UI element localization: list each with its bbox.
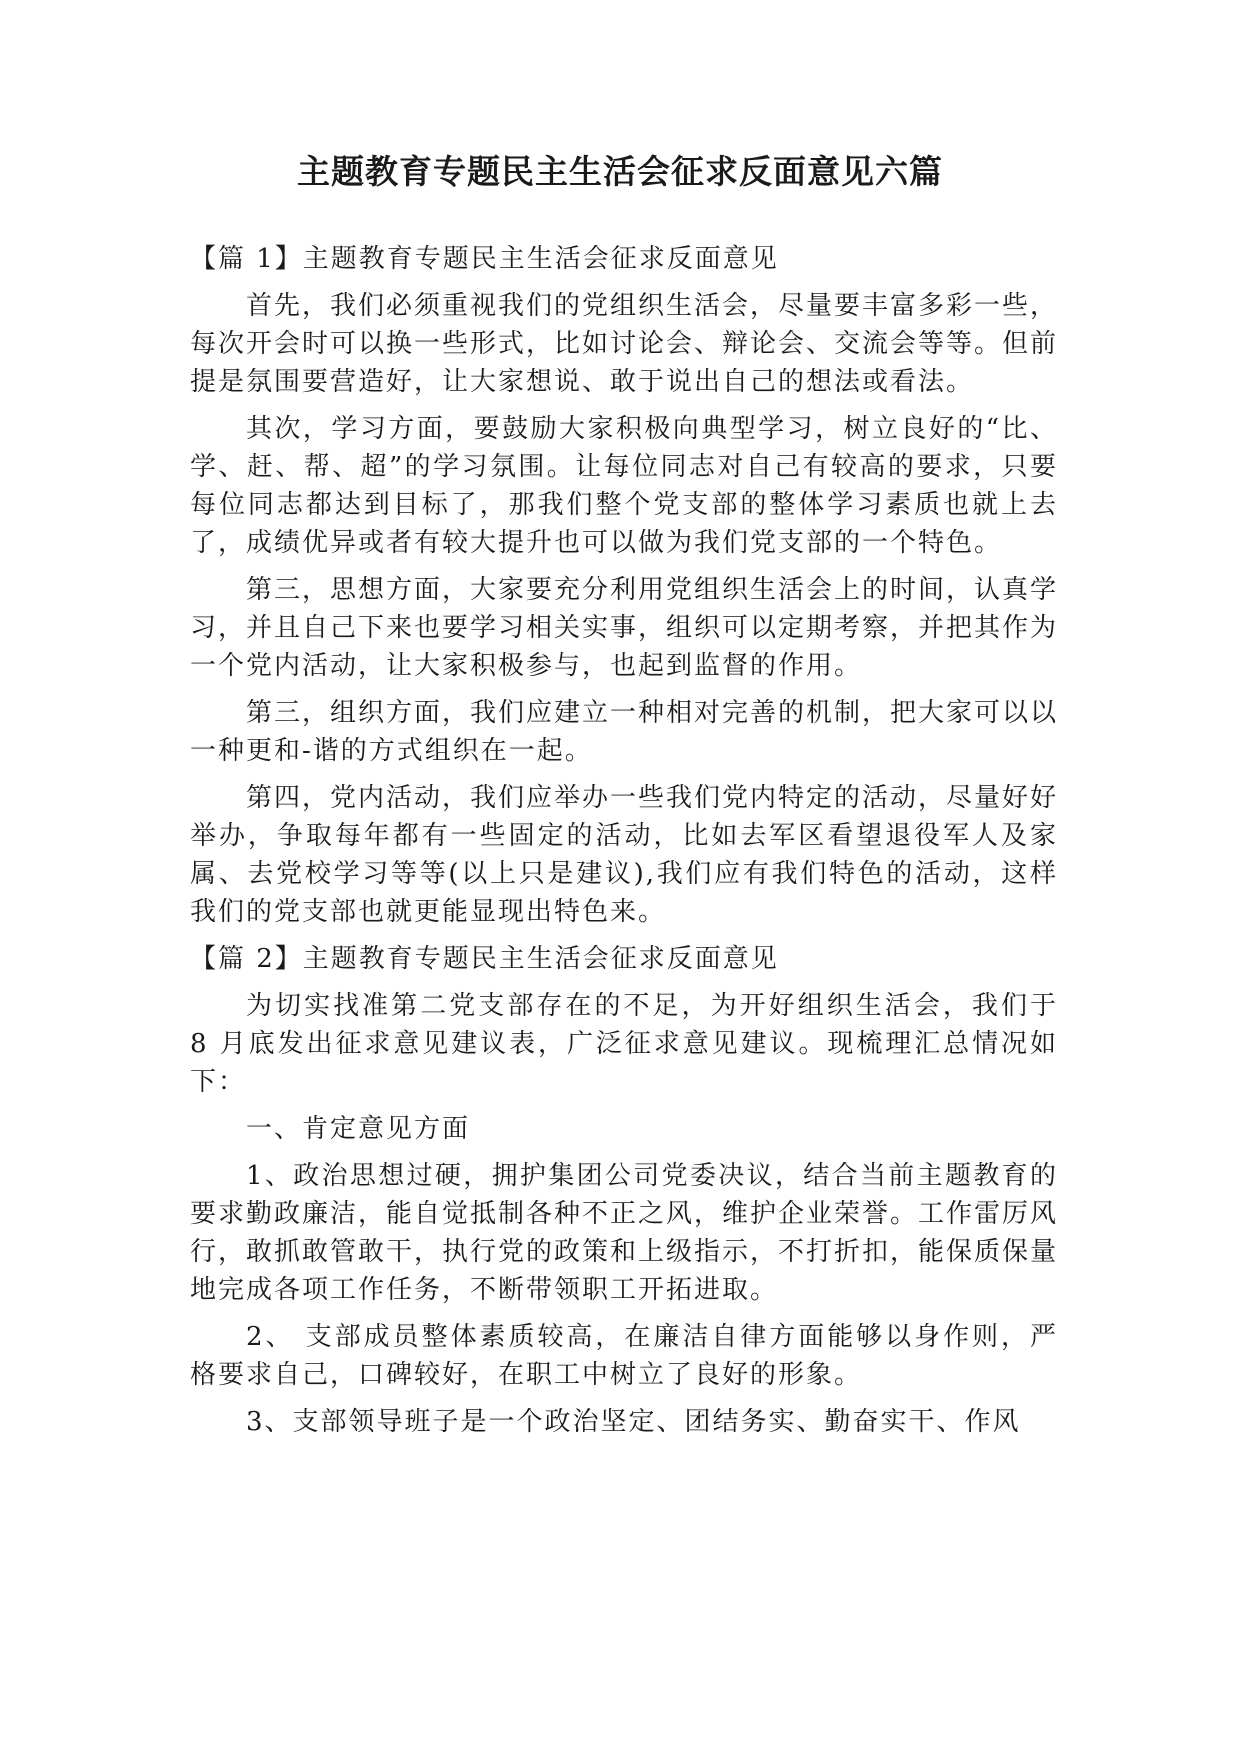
paragraph: 3、支部领导班子是一个政治坚定、团结务实、勤奋实干、作风 [246, 1407, 1021, 1437]
paragraph: 第三，思想方面，大家要充分利用党组织生活会上的时间，认真学习，并且自己下来也要学习相关实事，组织可以定期考察，并把其作为一个党内活动，让大家积极参与，也起到监督的作用。 [190, 575, 1059, 681]
subheading: 一、肯定意见方面 [246, 1114, 471, 1144]
paragraph: 第四，党内活动，我们应举办一些我们党内特定的活动，尽量好好举办，争取每年都有一些固定的活动，比如去军区看望退役军人及家属、去党校学习等等(以上只是建议),我们应有我们特色的活动，这样我们的党支部也就更能显现出特色来。 [190, 783, 1059, 927]
paragraph: 为切实找准第二党支部存在的不足，为开好组织生活会，我们于 8 月底发出征求意见建议表，广泛征求意见建议。现梳理汇总情况如下： [190, 991, 1058, 1097]
paragraph: 第三，组织方面，我们应建立一种相对完善的机制，把大家可以以一种更和-谐的方式组织在一起。 [190, 698, 1059, 766]
document-body [190, 240, 1058, 1450]
paragraph: 其次，学习方面，要鼓励大家积极向典型学习，树立良好的“比、学、赶、帮、超”的学习氛围。让每位同志对自己有较高的要求，只要每位同志都达到目标了，那我们整个党支部的整体学习素质也就上去了，成绩优异或者有较大提升也可以做为我们党支部的一个特色。 [190, 414, 1058, 558]
section-heading-2: 【篇 2】主题教育专题民主生活会征求反面意见 [190, 944, 779, 974]
document-title: 主题教育专题民主生活会征求反面意见六篇 [297, 152, 943, 191]
paragraph: 1、政治思想过硬，拥护集团公司党委决议，结合当前主题教育的要求勤政廉洁，能自觉抵制各种不正之风，维护企业荣誉。工作雷厉风行，敢抓敢管敢干，执行党的政策和上级指示，不打折扣，能保质保量地完成各项工作任务，不断带领职工开拓进取。 [190, 1161, 1059, 1305]
section-heading-1: 【篇 1】主题教育专题民主生活会征求反面意见 [190, 244, 779, 274]
paragraph: 2、 支部成员整体素质较高，在廉洁自律方面能够以身作则，严格要求自己，口碑较好，在职工中树立了良好的形象。 [190, 1322, 1058, 1390]
paragraph: 首先，我们必须重视我们的党组织生活会，尽量要丰富多彩一些，每次开会时可以换一些形式，比如讨论会、辩论会、交流会等等。但前提是氛围要营造好，让大家想说、敢于说出自己的想法或看法。 [190, 291, 1059, 397]
